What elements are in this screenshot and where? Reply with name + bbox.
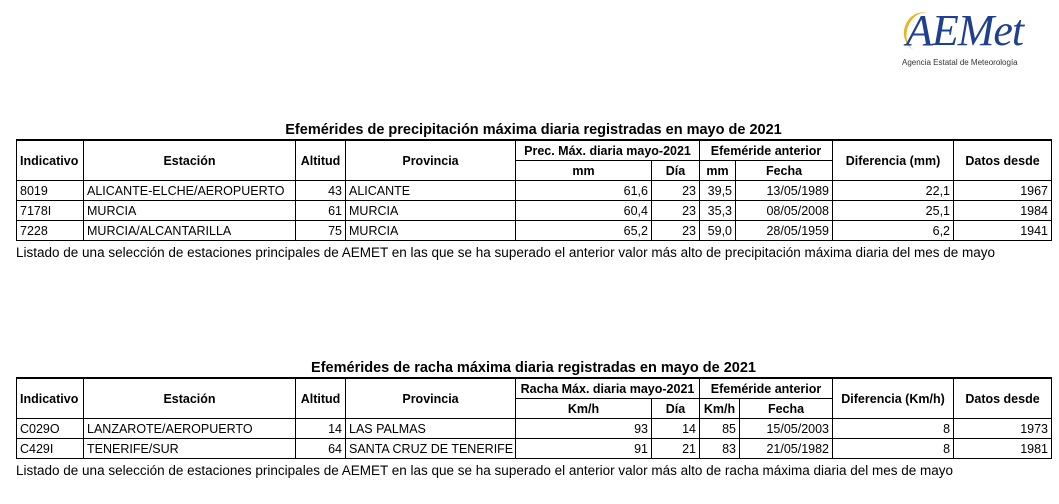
header-dia: Día bbox=[652, 161, 700, 181]
precip-section bbox=[16, 121, 1051, 241]
cell-altitud: 75 bbox=[296, 221, 346, 241]
header-provincia: Provincia bbox=[346, 378, 516, 419]
cell-estacion: MURCIA/ALCANTARILLA bbox=[84, 221, 296, 241]
cell-dia: 14 bbox=[652, 419, 700, 439]
cell-indicativo: 7178I bbox=[17, 201, 84, 221]
header-diferencia: Diferencia (mm) bbox=[833, 140, 954, 181]
header-indicativo: Indicativo bbox=[17, 378, 84, 419]
header-unit: mm bbox=[516, 161, 652, 181]
header-diferencia: Diferencia (Km/h) bbox=[833, 378, 954, 419]
header-estacion: Estación bbox=[84, 378, 296, 419]
cell-estacion: LANZAROTE/AEROPUERTO bbox=[84, 419, 296, 439]
cell-desde: 1981 bbox=[954, 439, 1052, 459]
header-provincia: Provincia bbox=[346, 140, 516, 181]
racha-title: Efemérides de racha máxima diaria registradas en mayo de 2021 bbox=[311, 360, 756, 376]
cell-dia: 23 bbox=[652, 201, 700, 221]
cell-indicativo: 8019 bbox=[17, 181, 84, 201]
cell-valor: 61,6 bbox=[516, 181, 652, 201]
cell-indicativo: C029O bbox=[17, 419, 84, 439]
header-group-max: Prec. Máx. diaria mayo-2021 bbox=[516, 140, 700, 161]
logo-wordmark: AEMet bbox=[906, 6, 1024, 55]
cell-valor: 65,2 bbox=[516, 221, 652, 241]
logo-subtitle: Agencia Estatal de Meteorología bbox=[902, 58, 1018, 67]
table-row bbox=[17, 181, 1052, 201]
cell-provincia: SANTA CRUZ DE TENERIFE bbox=[346, 439, 516, 459]
cell-efe-valor: 39,5 bbox=[700, 181, 736, 201]
header-datos-desde: Datos desde bbox=[954, 140, 1052, 181]
cell-diferencia: 25,1 bbox=[833, 201, 954, 221]
cell-efe-fecha: 13/05/1989 bbox=[736, 181, 833, 201]
cell-diferencia: 8 bbox=[833, 439, 954, 459]
cell-desde: 1973 bbox=[954, 419, 1052, 439]
cell-efe-valor: 85 bbox=[700, 419, 740, 439]
header-group-efemeride: Efeméride anterior bbox=[700, 378, 833, 399]
cell-provincia: LAS PALMAS bbox=[346, 419, 516, 439]
cell-efe-valor: 83 bbox=[700, 439, 740, 459]
racha-note: Listado de una selección de estaciones principales de AEMET en las que se ha superado el anterior valor más alto de racha máxima diaria del mes de mayo bbox=[16, 463, 954, 478]
header-estacion: Estación bbox=[84, 140, 296, 181]
aemet-logo bbox=[900, 8, 1040, 70]
cell-efe-valor: 59,0 bbox=[700, 221, 736, 241]
header-unit-2: mm bbox=[700, 161, 736, 181]
cell-efe-fecha: 28/05/1959 bbox=[736, 221, 833, 241]
cell-diferencia: 6,2 bbox=[833, 221, 954, 241]
header-fecha: Fecha bbox=[736, 161, 833, 181]
cell-diferencia: 8 bbox=[833, 419, 954, 439]
header-dia: Día bbox=[652, 399, 700, 419]
cell-efe-fecha: 15/05/2003 bbox=[740, 419, 833, 439]
table-row bbox=[17, 201, 1052, 221]
header-unit-2: Km/h bbox=[700, 399, 740, 419]
cell-valor: 91 bbox=[516, 439, 652, 459]
header-altitud: Altitud bbox=[296, 140, 346, 181]
header-unit: Km/h bbox=[516, 399, 652, 419]
table-row bbox=[17, 419, 1052, 439]
cell-efe-fecha: 08/05/2008 bbox=[736, 201, 833, 221]
header-datos-desde: Datos desde bbox=[954, 378, 1052, 419]
cell-valor: 60,4 bbox=[516, 201, 652, 221]
racha-table bbox=[16, 377, 1052, 459]
cell-efe-fecha: 21/05/1982 bbox=[740, 439, 833, 459]
cell-estacion: ALICANTE-ELCHE/AEROPUERTO bbox=[84, 181, 296, 201]
cell-altitud: 61 bbox=[296, 201, 346, 221]
precip-table bbox=[16, 139, 1052, 241]
cell-diferencia: 22,1 bbox=[833, 181, 954, 201]
header-group-efemeride: Efeméride anterior bbox=[700, 140, 833, 161]
precip-note: Listado de una selección de estaciones principales de AEMET en las que se ha superado el anterior valor más alto de precipitación máxima diaria del mes de mayo bbox=[16, 245, 996, 260]
racha-section bbox=[16, 359, 1051, 459]
cell-dia: 23 bbox=[652, 181, 700, 201]
cell-valor: 93 bbox=[516, 419, 652, 439]
header-altitud: Altitud bbox=[296, 378, 346, 419]
cell-indicativo: C429I bbox=[17, 439, 84, 459]
cell-estacion: MURCIA bbox=[84, 201, 296, 221]
precip-title: Efemérides de precipitación máxima diaria registradas en mayo de 2021 bbox=[285, 122, 782, 138]
cell-dia: 21 bbox=[652, 439, 700, 459]
cell-altitud: 14 bbox=[296, 419, 346, 439]
cell-provincia: MURCIA bbox=[346, 201, 516, 221]
cell-altitud: 43 bbox=[296, 181, 346, 201]
cell-indicativo: 7228 bbox=[17, 221, 84, 241]
cell-estacion: TENERIFE/SUR bbox=[84, 439, 296, 459]
cell-altitud: 64 bbox=[296, 439, 346, 459]
table-row bbox=[17, 439, 1052, 459]
cell-desde: 1941 bbox=[954, 221, 1052, 241]
cell-dia: 23 bbox=[652, 221, 700, 241]
table-row bbox=[17, 221, 1052, 241]
header-indicativo: Indicativo bbox=[17, 140, 84, 181]
header-group-max: Racha Máx. diaria mayo-2021 bbox=[516, 378, 700, 399]
cell-efe-valor: 35,3 bbox=[700, 201, 736, 221]
cell-provincia: ALICANTE bbox=[346, 181, 516, 201]
header-fecha: Fecha bbox=[740, 399, 833, 419]
cell-desde: 1967 bbox=[954, 181, 1052, 201]
cell-provincia: MURCIA bbox=[346, 221, 516, 241]
cell-desde: 1984 bbox=[954, 201, 1052, 221]
